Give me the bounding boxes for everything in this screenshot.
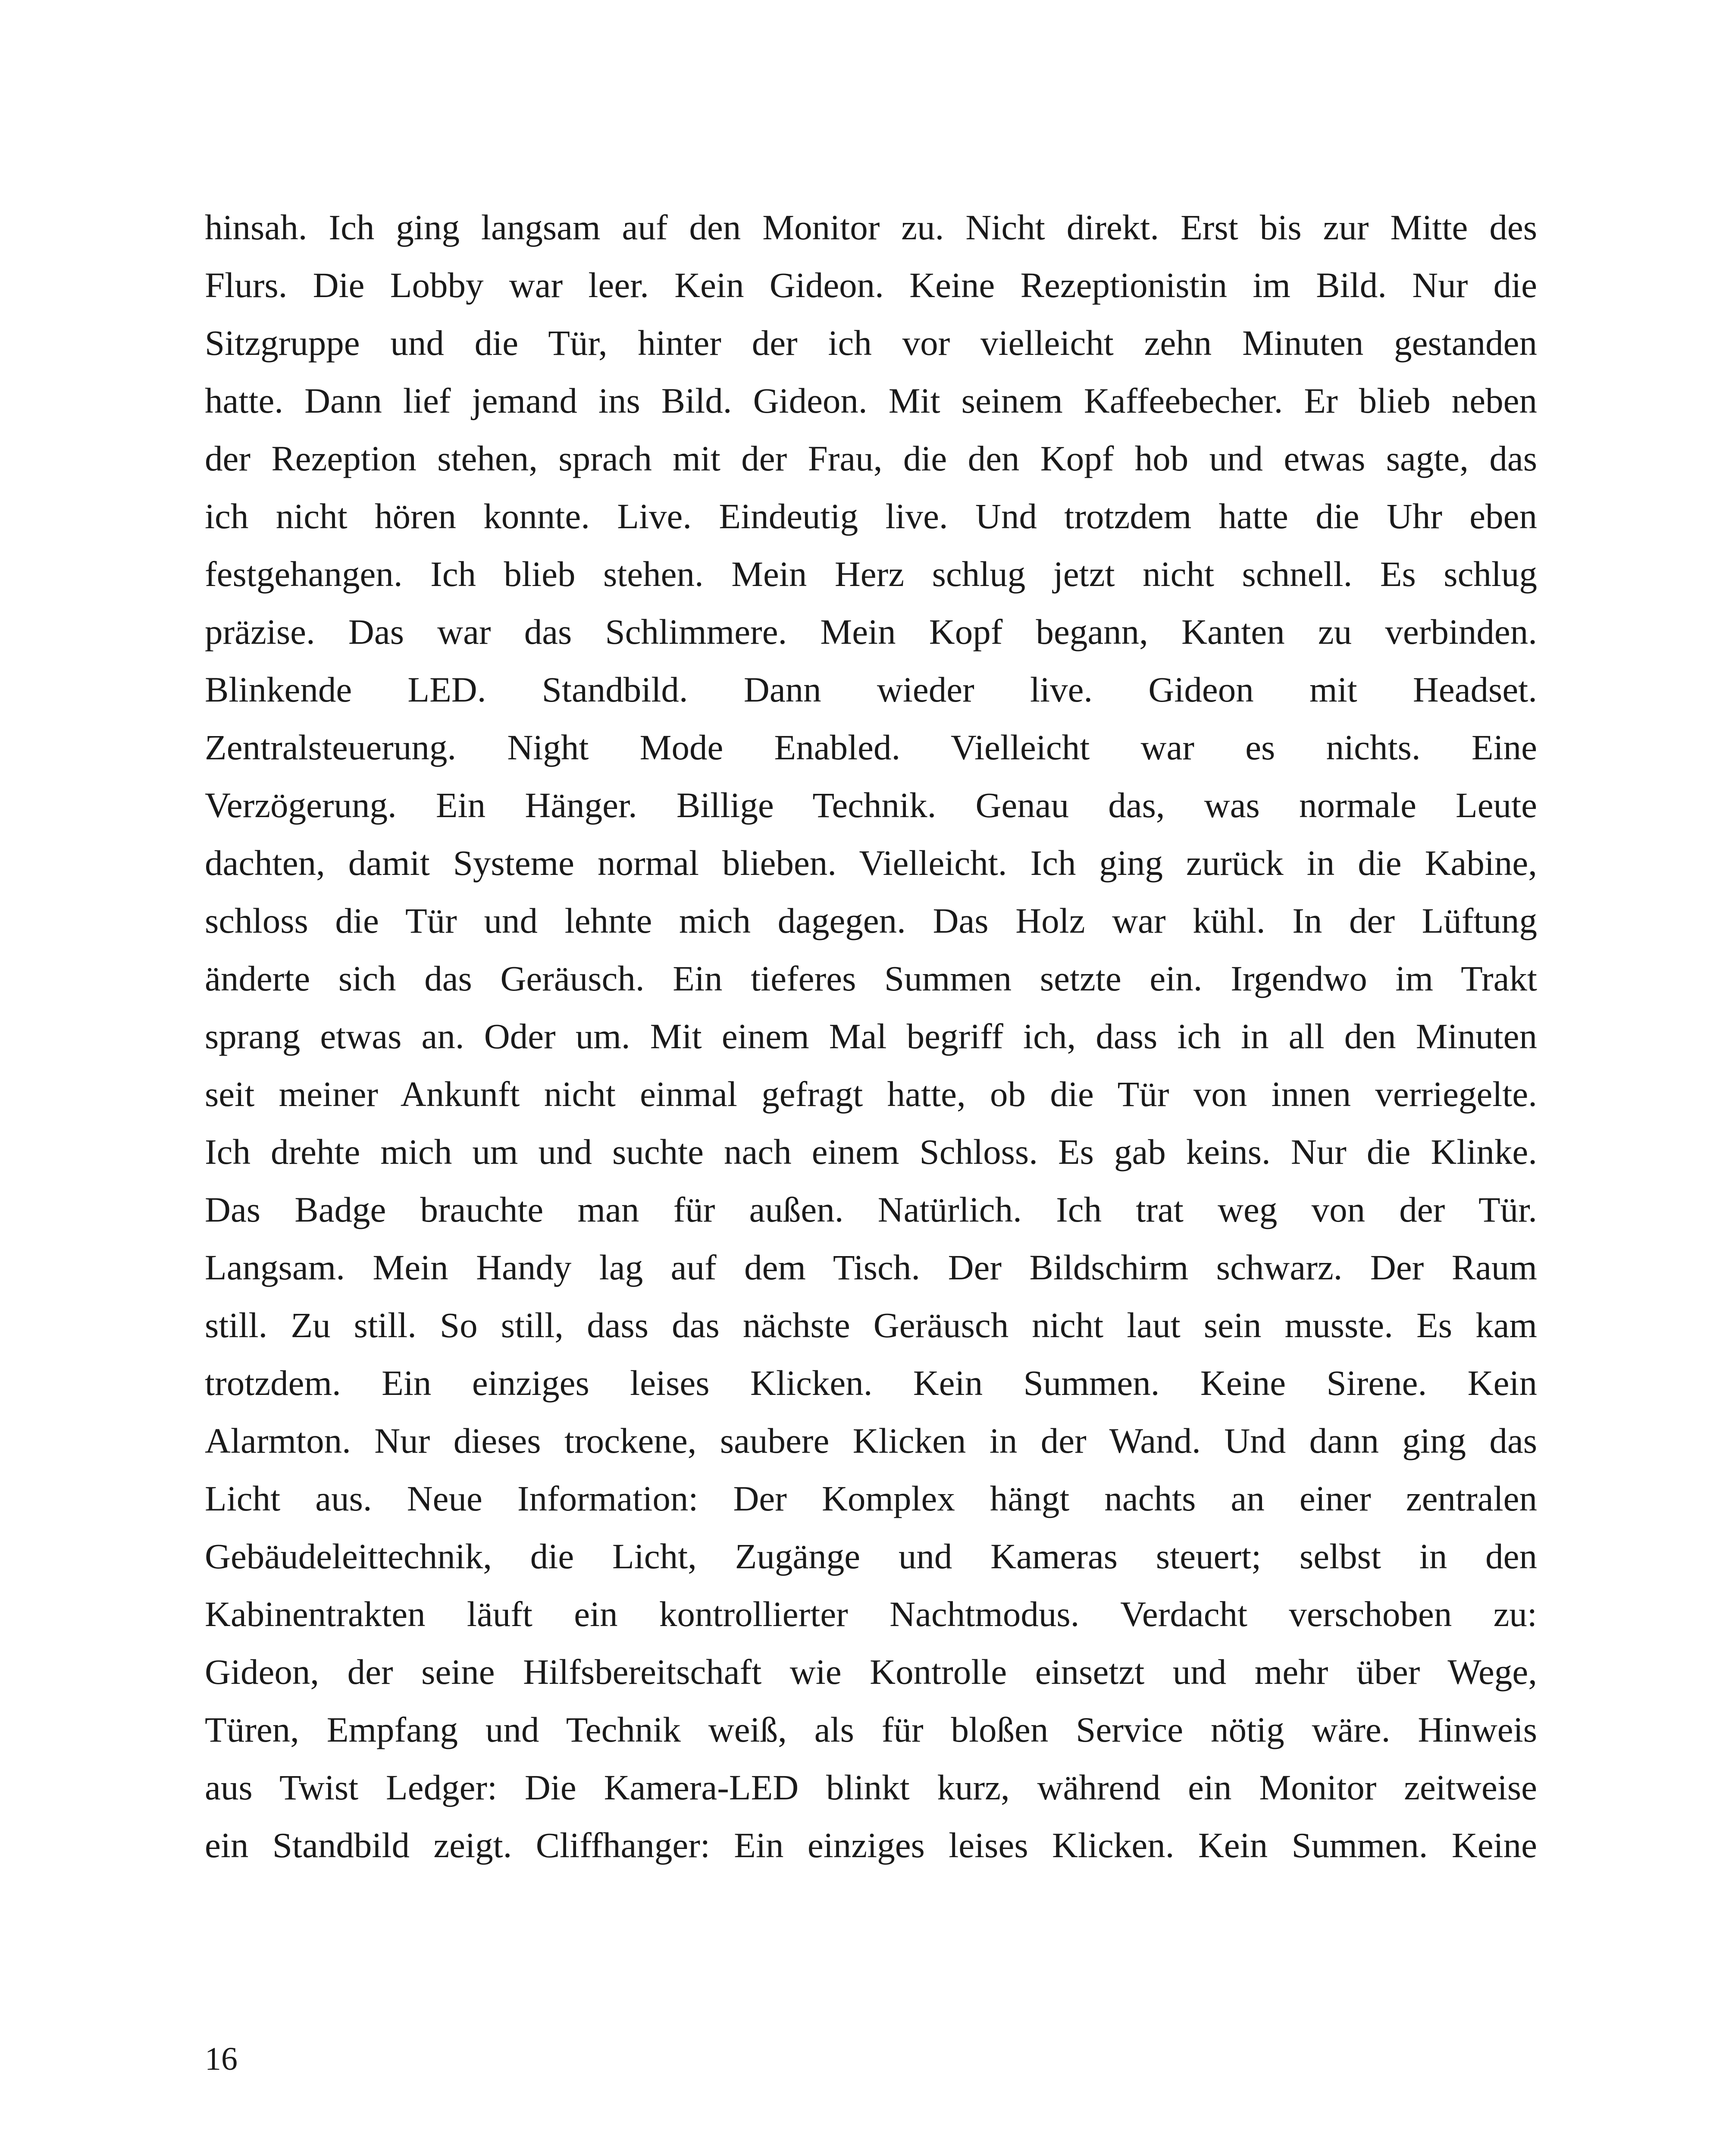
text-line: Das Badge brauchte man für außen. Natürlich. Ich trat weg von der Tür. — [205, 1190, 1537, 1229]
text-line: Kabinentrakten läuft ein kontrollierter Nachtmodus. Verdacht verschoben zu: — [205, 1594, 1537, 1634]
page-number: 16 — [205, 2041, 238, 2077]
text-line: hatte. Dann lief jemand ins Bild. Gideon. Mit seinem Kaffeebecher. Er blieb neben — [205, 381, 1537, 420]
text-line: präzise. Das war das Schlimmere. Mein Kopf begann, Kanten zu verbinden. — [205, 612, 1537, 652]
text-line: Verzögerung. Ein Hänger. Billige Technik. Genau das, was normale Leute — [205, 785, 1537, 825]
body-text — [205, 198, 1537, 1874]
text-line: änderte sich das Geräusch. Ein tieferes Summen setzte ein. Irgendwo im Trakt — [205, 959, 1537, 998]
text-line: dachten, damit Systeme normal blieben. Vielleicht. Ich ging zurück in die Kabine, — [205, 843, 1537, 883]
text-line: Alarmton. Nur dieses trockene, saubere Klicken in der Wand. Und dann ging das — [205, 1421, 1537, 1460]
text-line: Zentralsteuerung. Night Mode Enabled. Vielleicht war es nichts. Eine — [205, 727, 1537, 767]
text-line: Ich drehte mich um und suchte nach einem Schloss. Es gab keins. Nur die Klinke. — [205, 1132, 1537, 1172]
text-line: Gebäudeleittechnik, die Licht, Zugänge und Kameras steuert; selbst in den — [205, 1536, 1537, 1576]
text-line: Blinkende LED. Standbild. Dann wieder live. Gideon mit Headset. — [205, 670, 1537, 709]
text-line: Flurs. Die Lobby war leer. Kein Gideon. Keine Rezeptionistin im Bild. Nur die — [205, 265, 1537, 305]
text-line: still. Zu still. So still, dass das nächste Geräusch nicht laut sein musste. Es kam — [205, 1305, 1537, 1345]
text-line: der Rezeption stehen, sprach mit der Frau, die den Kopf hob und etwas sagte, das — [205, 439, 1537, 478]
text-line: ich nicht hören konnte. Live. Eindeutig live. Und trotzdem hatte die Uhr eben — [205, 496, 1537, 536]
text-line: trotzdem. Ein einziges leises Klicken. Kein Summen. Keine Sirene. Kein — [205, 1363, 1537, 1403]
text-line: Licht aus. Neue Information: Der Komplex hängt nachts an einer zentralen — [205, 1479, 1537, 1518]
text-line: ein Standbild zeigt. Cliffhanger: Ein einziges leises Klicken. Kein Summen. Keine — [205, 1825, 1537, 1865]
text-line: Sitzgruppe und die Tür, hinter der ich vor vielleicht zehn Minuten gestanden — [205, 323, 1537, 363]
text-line: Gideon, der seine Hilfsbereitschaft wie Kontrolle einsetzt und mehr über Wege, — [205, 1652, 1537, 1692]
text-line: schloss die Tür und lehnte mich dagegen. Das Holz war kühl. In der Lüftung — [205, 901, 1537, 940]
text-line: sprang etwas an. Oder um. Mit einem Mal begriff ich, dass ich in all den Minuten — [205, 1016, 1537, 1056]
text-line: aus Twist Ledger: Die Kamera-LED blinkt kurz, während ein Monitor zeitweise — [205, 1767, 1537, 1807]
text-line: festgehangen. Ich blieb stehen. Mein Herz schlug jetzt nicht schnell. Es schlug — [205, 554, 1537, 594]
text-line: Langsam. Mein Handy lag auf dem Tisch. Der Bildschirm schwarz. Der Raum — [205, 1247, 1537, 1287]
text-line: Türen, Empfang und Technik weiß, als für bloßen Service nötig wäre. Hinweis — [205, 1710, 1537, 1749]
text-line: seit meiner Ankunft nicht einmal gefragt hatte, ob die Tür von innen verriegelte. — [205, 1074, 1537, 1114]
text-line: hinsah. Ich ging langsam auf den Monitor zu. Nicht direkt. Erst bis zur Mitte des — [205, 207, 1537, 247]
